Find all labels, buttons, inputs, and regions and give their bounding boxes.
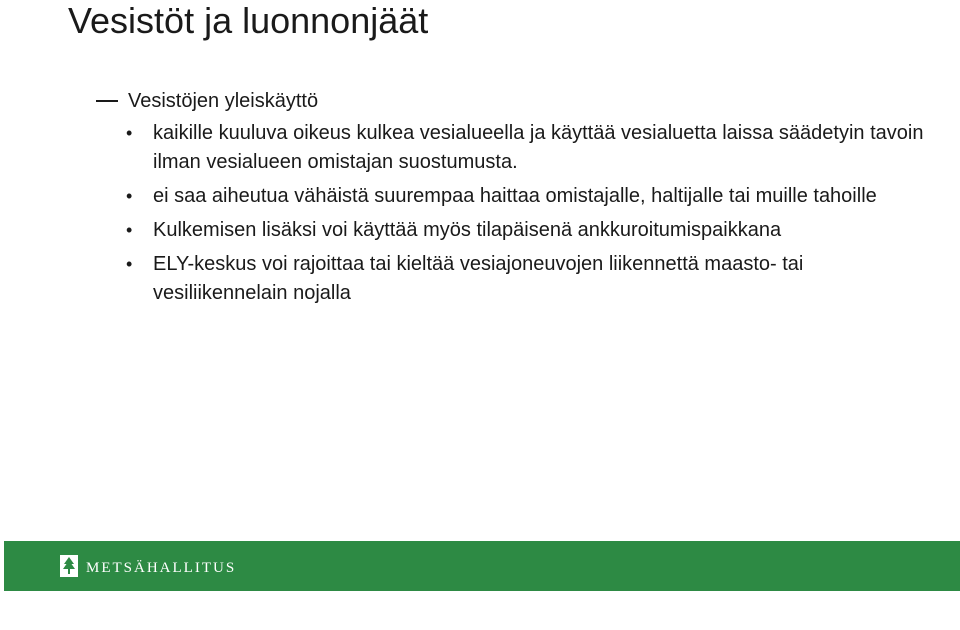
forest-logo-icon [60, 555, 78, 577]
bullet-marker: • [126, 254, 133, 274]
bullet-marker: • [126, 220, 133, 240]
bullet-text: Kulkemisen lisäksi voi käyttää myös tilapäisenä ankkuroitumispaikkana [153, 219, 782, 241]
bullet-text: ELY-keskus voi rajoittaa tai kieltää vesiajoneuvojen liikennettä maasto- tai vesiliikennelain nojalla [153, 253, 804, 304]
dash-marker [96, 100, 118, 102]
footer-band [4, 541, 960, 591]
list-item [122, 250, 942, 308]
slide-title: Vesistöt ja luonnonjäät [68, 0, 429, 41]
bullet-marker: • [126, 123, 133, 143]
bullet-text: ei saa aiheutua vähäistä suurempaa haittaa omistajalle, haltijalle tai muille tahoille [153, 185, 877, 207]
list-item [122, 182, 942, 211]
bullet-marker: • [126, 186, 133, 206]
section-heading-text: Vesistöjen yleiskäyttö [128, 90, 319, 112]
brand-name: METSÄHALLITUS [86, 560, 237, 576]
section-heading [96, 88, 318, 114]
list-item [122, 216, 942, 245]
bullet-text: kaikille kuuluva oikeus kulkea vesialueella ja käyttää vesialuetta laissa säädetyin tavoin ilman vesialueen omistajan suostumusta. [153, 122, 924, 173]
list-item [122, 119, 942, 177]
bullet-list [122, 119, 942, 313]
